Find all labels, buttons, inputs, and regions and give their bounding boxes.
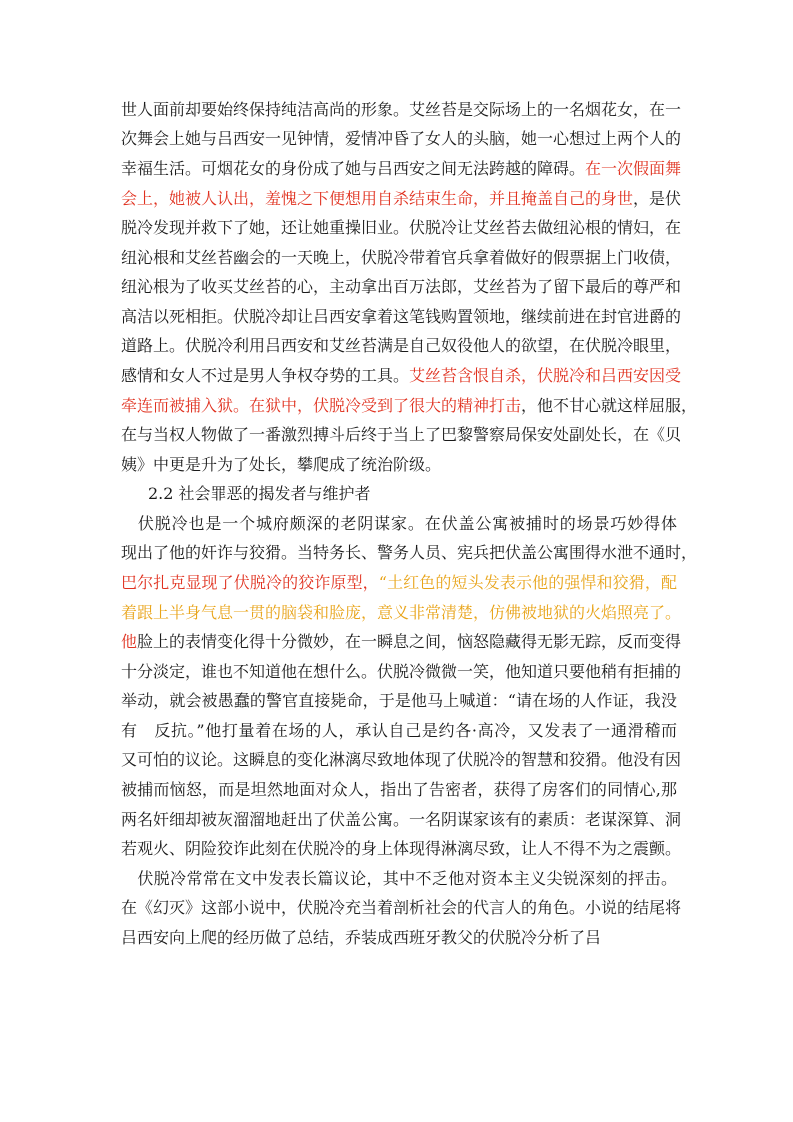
text-line: 吕西安向上爬的经历做了总结，乔装成西班牙教父的伏脱冷分析了吕 [121, 928, 602, 947]
text-line: 高洁以死相拒。伏脱冷却让吕西安拿着这笔钱购置领地，继续前进在封官进爵的 [121, 307, 682, 326]
highlighted-text: 他 [121, 632, 138, 651]
highlighted-text: 牵连而被捕入狱。在狱中，伏脱冷受到了很大的精神打击 [121, 396, 522, 415]
text-line: 两名奸细却被灰溜溜地赶出了伏盖公寓。一名阴谋家该有的素质：老谋深算、洞 [121, 810, 682, 829]
text-line: 牵连而被捕入狱。在狱中，伏脱冷受到了很大的精神打击，他不甘心就这样屈服， [121, 396, 698, 415]
text-line: 脱冷发现并救下了她，还让她重操旧业。伏脱冷让艾丝苔去做纽沁根的情妇，在 [121, 218, 682, 237]
text-line: 会上，她被人认出，羞愧之下便想用自杀结束生命，并且掩盖自己的身世，是伏 [121, 189, 682, 208]
text-line: 现出了他的奸诈与狡猾。当特务长、警务人员、宪兵把伏盖公寓围得水泄不通时， [121, 543, 698, 562]
text-line: 纽沁根和艾丝苔幽会的一天晚上，伏脱冷带着官兵拿着做好的假票据上门收债， [121, 248, 682, 267]
text-line: 伏脱冷常常在文中发表长篇议论，其中不乏他对资本主义尖锐深刻的抨击。 [121, 869, 677, 888]
text-line: 纽沁根为了收买艾丝苔的心，主动拿出百万法郎，艾丝苔为了留下最后的尊严和 [121, 277, 682, 296]
section-heading: 2.2 社会罪恶的揭发者与维护者 [148, 484, 371, 503]
text-line: 又可怕的议论。这瞬息的变化淋漓尽致地体现了伏脱冷的智慧和狡猾。他没有因 [121, 750, 682, 769]
text-line: 次舞会上她与吕西安一见钟情，爱情冲昏了女人的头脑，她一心想过上两个人的 [121, 129, 682, 148]
text-line: 他脸上的表情变化得十分微妙，在一瞬息之间，恼怒隐藏得无影无踪，反而变得 [121, 632, 682, 651]
highlighted-text: 巴尔扎克显现了伏脱冷的狡诈原型， [121, 573, 379, 592]
text-line: 十分淡定，谁也不知道他在想什么。伏脱冷微微一笑，他知道只要他稍有拒捕的 [121, 662, 682, 681]
text-line: 举动，就会被愚蠢的警官直接毙命，于是他马上喊道：“请在场的人作证，我没 [121, 691, 677, 710]
highlighted-text: 艾丝苔含恨自杀，伏脱冷和吕西安因受 [409, 366, 682, 385]
text-line [121, 568, 677, 598]
quoted-text: “土红色的短头发表示他的强悍和狡猾，配 [378, 573, 677, 592]
highlighted-text: 在一次假面舞 [585, 159, 682, 178]
text-line: 若观火、阴险狡诈此刻在伏脱冷的身上体现得淋漓尽致，让人不得不为之震颤。 [121, 839, 682, 858]
text-line: 感情和女人不过是男人争权夺势的工具。艾丝苔含恨自杀，伏脱冷和吕西安因受 [121, 366, 682, 385]
text-line: 世人面前却要始终保持纯洁高尚的形象。艾丝苔是交际场上的一名烟花女，在一 [121, 100, 682, 119]
quoted-text: 着跟上半身气息一贯的脑袋和脸庞，意义非常清楚，仿佛被地狱的火焰照亮了。 [121, 603, 682, 622]
text-line: 伏脱冷也是一个城府颇深的老阴谋家。在伏盖公寓被捕时的场景巧妙得体 [121, 514, 677, 533]
text-line: 被捕而恼怒，而是坦然地面对众人，指出了告密者，获得了房客们的同情心,那 [121, 780, 677, 799]
text-line: 幸福生活。可烟花女的身份成了她与吕西安之间无法跨越的障碍。在一次假面舞 [121, 159, 682, 178]
text-line [121, 598, 682, 628]
highlighted-text: 会上，她被人认出，羞愧之下便想用自杀结束生命，并且掩盖自己的身世 [121, 189, 634, 208]
text-line: 有 反抗。”他打量着在场的人，承认自己是约各·高冷，又发表了一通滑稽而 [121, 721, 677, 740]
text-line: 道路上。伏脱冷利用吕西安和艾丝苔满是自己奴役他人的欲望，在伏脱冷眼里， [121, 336, 682, 355]
text-line: 姨》中更是升为了处长，攀爬成了统治阶级。 [121, 455, 442, 474]
text-line: 在与当权人物做了一番激烈搏斗后终于当上了巴黎警察局保安处副处长，在《贝 [121, 425, 682, 444]
text-line: 在《幻灭》这部小说中，伏脱冷充当着剖析社会的代言人的角色。小说的结尾将 [121, 898, 682, 917]
